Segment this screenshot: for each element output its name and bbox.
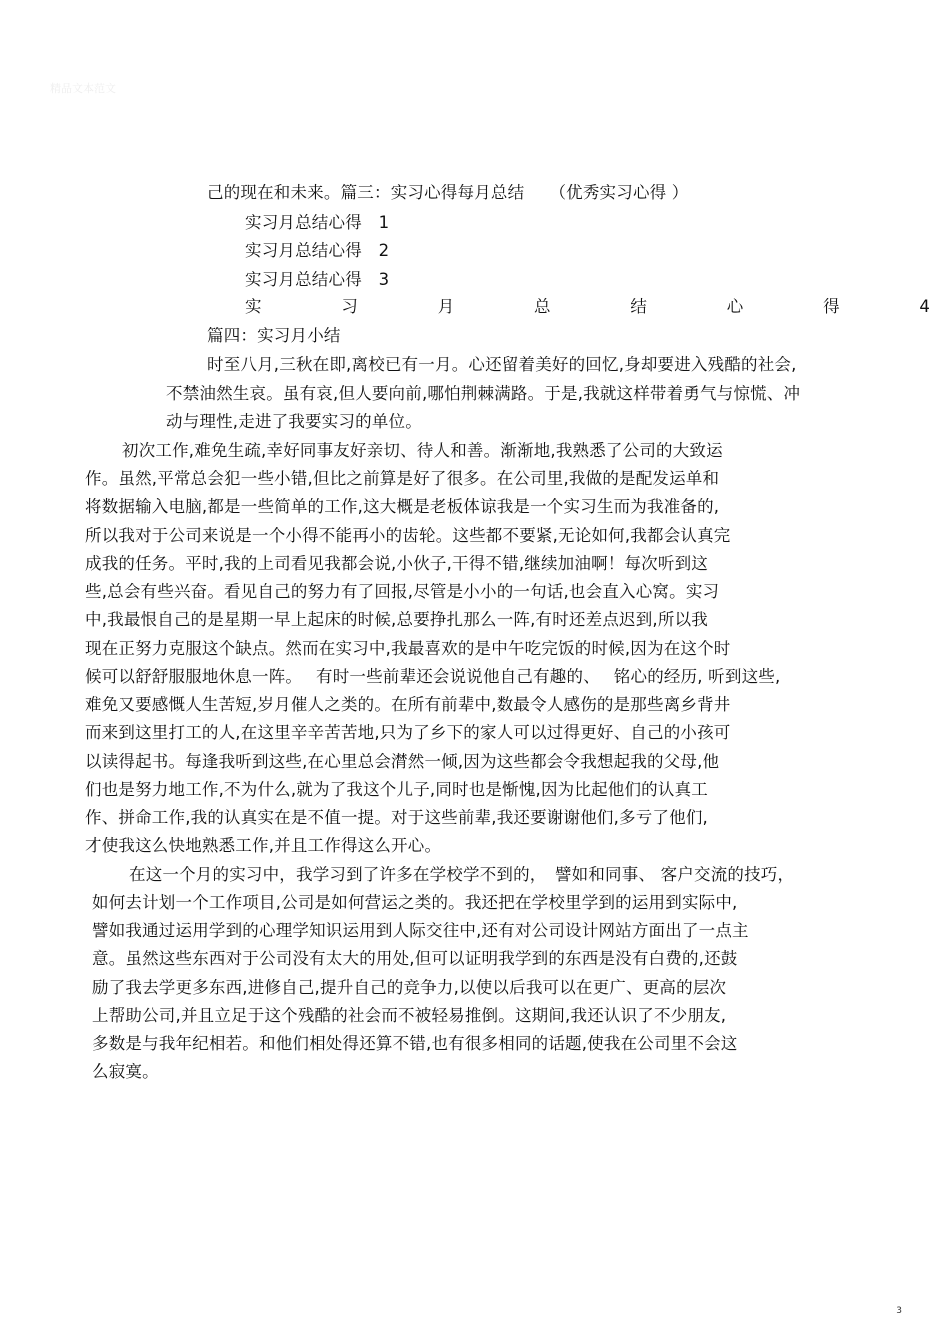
text-line: 们也是努力地工作,不为什么,就为了我这个儿子,同时也是惭愧,因为比起他们的认真工 <box>85 780 708 799</box>
text-line: 而来到这里打工的人,在这里辛辛苦苦地,只为了乡下的家人可以过得更好、自己的小孩可 <box>85 723 731 742</box>
toc-item: 实习月总结心得 1 <box>245 213 390 232</box>
text-line: 所以我对于公司来说是一个小得不能再小的齿轮。这些都不要紧,无论如何,我都会认真完 <box>85 526 731 545</box>
spread-char: 4 <box>919 297 930 316</box>
spread-char: 月 <box>437 297 455 316</box>
text-line: 不禁油然生哀。虽有哀,但人要向前,哪怕荆棘满路。于是,我就这样带着勇气与惊慌、冲 <box>166 384 801 403</box>
text-line: 作、拼命工作,我的认真实在是不值一提。对于这些前辈,我还要谢谢他们,多亏了他们, <box>85 808 708 827</box>
text-line: 现在正努力克服这个缺点。然而在实习中,我最喜欢的是中午吃完饭的时候,因为在这个时 <box>85 639 731 658</box>
toc-item: 实习月总结心得 2 <box>245 241 390 260</box>
text-line: 作。虽然,平常总会犯一些小错,但比之前算是好了很多。在公司里,我做的是配发运单和 <box>85 469 720 488</box>
toc-item: 实习月总结心得 3 <box>245 270 390 289</box>
text-line: 初次工作,难免生疏,幸好同事友好亲切、待人和善。渐渐地,我熟悉了公司的大致运 <box>122 441 723 460</box>
spread-char: 习 <box>341 297 358 316</box>
text-line: 难免又要感慨人生苦短,岁月催人之类的。在所有前辈中,数最令人感伤的是那些离乡背井 <box>85 695 731 714</box>
text-line: 上帮助公司,并且立足于这个残酷的社会而不被轻易推倒。这期间,我还认识了不少朋友, <box>92 1006 727 1025</box>
text-line: 些,总会有些兴奋。看见自己的努力有了回报,尽管是小小的一句话,也会直入心窝。实习 <box>85 582 720 601</box>
text-line: 多数是与我年纪相若。和他们相处得还算不错,也有很多相同的话题,使我在公司里不会这 <box>92 1034 738 1053</box>
text-line: 以读得起书。每逢我听到这些,在心里总会潸然一倾,因为这些都会令我想起我的父母,他 <box>85 752 720 771</box>
text-line: 成我的任务。平时,我的上司看见我都会说,小伙子,干得不错,继续加油啊！每次听到这 <box>85 554 708 573</box>
text-line: 如何去计划一个工作项目,公司是如何营运之类的。我还把在学校里学到的运用到实际中, <box>92 893 738 912</box>
watermark: 精品文本范文 <box>50 82 116 95</box>
text-line: 将数据输入电脑,都是一些简单的工作,这大概是老板体谅我是一个实习生而为我准备的, <box>85 497 720 516</box>
text-line: 候可以舒舒服服地休息一阵。 有时一些前辈还会说说他自己有趣的、 铭心的经历, 听到这些, <box>85 667 781 686</box>
text-line: 时至八月,三秋在即,离校已有一月。心还留着美好的回忆,身却要进入残酷的社会, <box>207 355 797 374</box>
spread-char: 总 <box>534 297 551 316</box>
text-line: 己的现在和未来。篇三：实习心得每月总结 （优秀实习心得 ） <box>207 183 689 202</box>
text-line: 么寂寞。 <box>92 1062 159 1081</box>
spread-heading <box>245 297 930 317</box>
spread-char: 心 <box>726 297 744 316</box>
text-line: 譬如我通过运用学到的心理学知识运用到人际交往中,还有对公司设计网站方面出了一点主 <box>92 921 749 940</box>
text-line: 意。虽然这些东西对于公司没有太大的用处,但可以证明我学到的东西是没有白费的,还鼓 <box>92 949 738 968</box>
spread-char: 得 <box>823 297 840 316</box>
text-line: 励了我去学更多东西,进修自己,提升自己的竞争力,以使以后我可以在更广、更高的层次 <box>92 978 727 997</box>
section-heading: 篇四：实习月小结 <box>207 326 341 345</box>
spread-char: 结 <box>630 297 647 316</box>
text-line: 中,我最恨自己的是星期一早上起床的时候,总要挣扎那么一阵,有时还差点迟到,所以我 <box>85 610 708 629</box>
page-number: 3 <box>896 1306 902 1316</box>
text-line: 在这一个月的实习中，我学习到了许多在学校学不到的， 譬如和同事、 客户交流的技巧， <box>129 865 795 884</box>
text-line: 动与理性,走进了我要实习的单位。 <box>166 412 422 431</box>
text-line: 才使我这么快地熟悉工作,并且工作得这么开心。 <box>85 836 442 855</box>
spread-char: 实 <box>245 297 262 316</box>
